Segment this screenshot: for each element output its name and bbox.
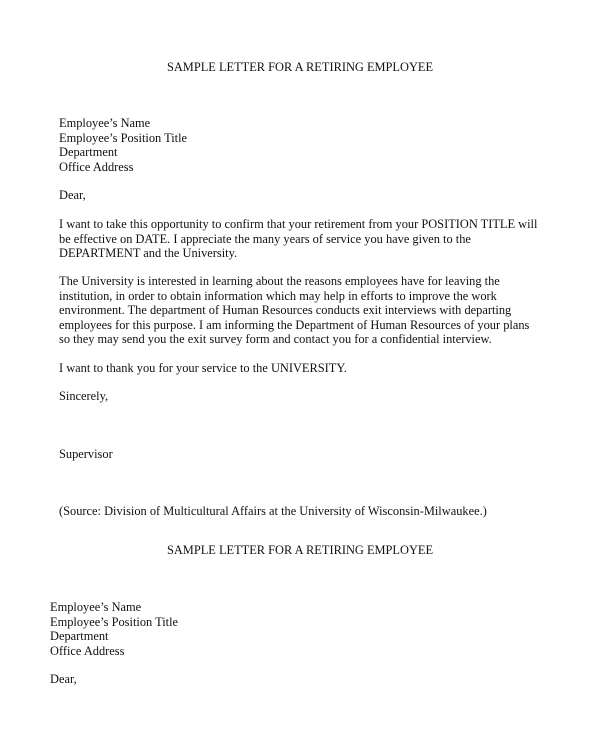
recipient-position: Employee’s Position Title bbox=[50, 614, 179, 629]
letter-1-recipient-address bbox=[59, 116, 187, 174]
paragraph-line: The University is interested in learning about the reasons employees have for leaving the bbox=[59, 274, 500, 288]
letter-2-recipient-address bbox=[50, 600, 178, 658]
recipient-name: Employee’s Name bbox=[50, 600, 142, 614]
recipient-office: Office Address bbox=[59, 159, 134, 174]
letter-1-source: (Source: Division of Multicultural Affairs at the University of Wisconsin-Milwaukee.) bbox=[59, 504, 487, 518]
paragraph-line: employees for this purpose. I am informing the Department of Human Resources of your plans bbox=[59, 317, 530, 332]
letter-1-paragraph-1 bbox=[59, 217, 537, 261]
letter-1-signature: Supervisor bbox=[59, 447, 113, 461]
recipient-department: Department bbox=[59, 145, 118, 159]
recipient-office: Office Address bbox=[50, 643, 125, 658]
recipient-department: Department bbox=[50, 629, 109, 643]
paragraph-line: I want to take this opportunity to confirm that your retirement from your POSITION TITLE will bbox=[59, 217, 538, 231]
paragraph-line: institution, in order to obtain information which may help in efforts to improve the work bbox=[59, 288, 497, 303]
recipient-name: Employee’s Name bbox=[59, 116, 151, 130]
paragraph-line: be effective on DATE. I appreciate the many years of service you have given to the bbox=[59, 231, 471, 246]
letter-1-paragraph-2 bbox=[59, 274, 529, 347]
letter-1-greeting: Dear, bbox=[59, 188, 86, 202]
letter-1-closing: Sincerely, bbox=[59, 389, 109, 403]
paragraph-line: environment. The department of Human Resources conducts exit interviews with departing bbox=[59, 303, 512, 317]
letter-2-title: SAMPLE LETTER FOR A RETIRING EMPLOYEE bbox=[166, 543, 434, 557]
paragraph-line: so they may send you the exit survey form and contact you for a confidential interview. bbox=[59, 332, 492, 346]
paragraph-line: DEPARTMENT and the University. bbox=[59, 246, 238, 260]
letter-1-title: SAMPLE LETTER FOR A RETIRING EMPLOYEE bbox=[166, 60, 434, 74]
letter-1-paragraph-3: I want to thank you for your service to the UNIVERSITY. bbox=[59, 361, 347, 375]
letter-2-greeting: Dear, bbox=[50, 672, 77, 686]
recipient-position: Employee’s Position Title bbox=[59, 130, 188, 145]
